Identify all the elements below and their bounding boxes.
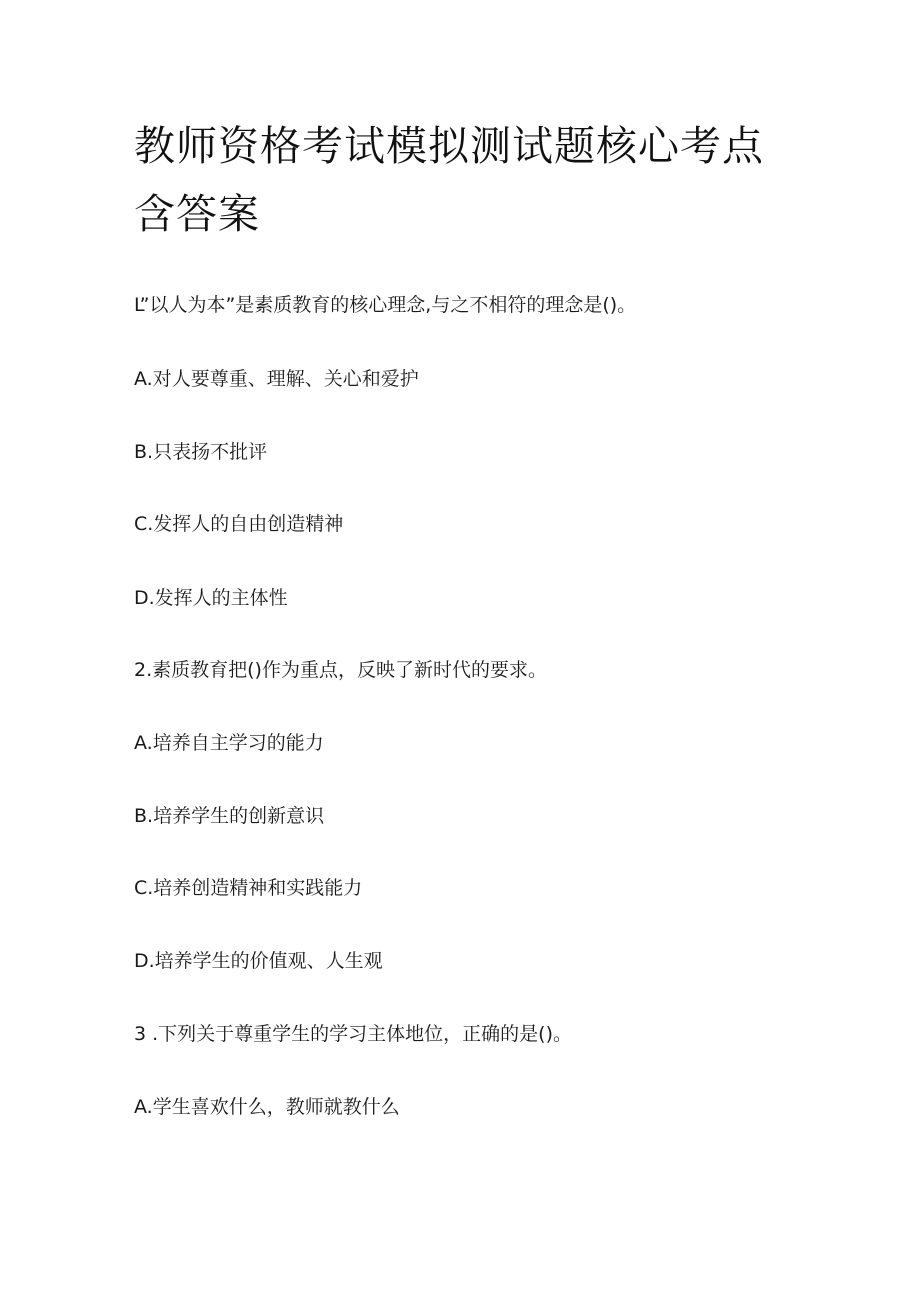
question-1-option-c: C.发挥人的自由创造精神 xyxy=(134,513,344,535)
question-2-option-d: D.培养学生的价值观、人生观 xyxy=(134,950,383,972)
question-2-option-c: C.培养创造精神和实践能力 xyxy=(134,877,363,899)
question-1-stem: L”以人为本”是素质教育的核心理念,与之不相符的理念是()。 xyxy=(134,294,637,316)
question-1-option-a: A.对人要尊重、理解、关心和爱护 xyxy=(134,368,419,390)
question-2-option-a: A.培养自主学习的能力 xyxy=(134,732,324,754)
document-title: 教师资格考试模拟测试题核心考点含答案 xyxy=(134,122,764,238)
question-3-stem: 3 .下列关于尊重学生的学习主体地位，正确的是()。 xyxy=(134,1023,572,1045)
question-3-option-a: A.学生喜欢什么，教师就教什么 xyxy=(134,1096,400,1118)
question-1-option-d: D.发挥人的主体性 xyxy=(134,587,288,609)
question-2-stem: 2.素质教育把()作为重点，反映了新时代的要求。 xyxy=(134,659,547,681)
question-1-option-b: B.只表扬不批评 xyxy=(134,441,268,463)
question-2-option-b: B.培养学生的创新意识 xyxy=(134,805,325,827)
